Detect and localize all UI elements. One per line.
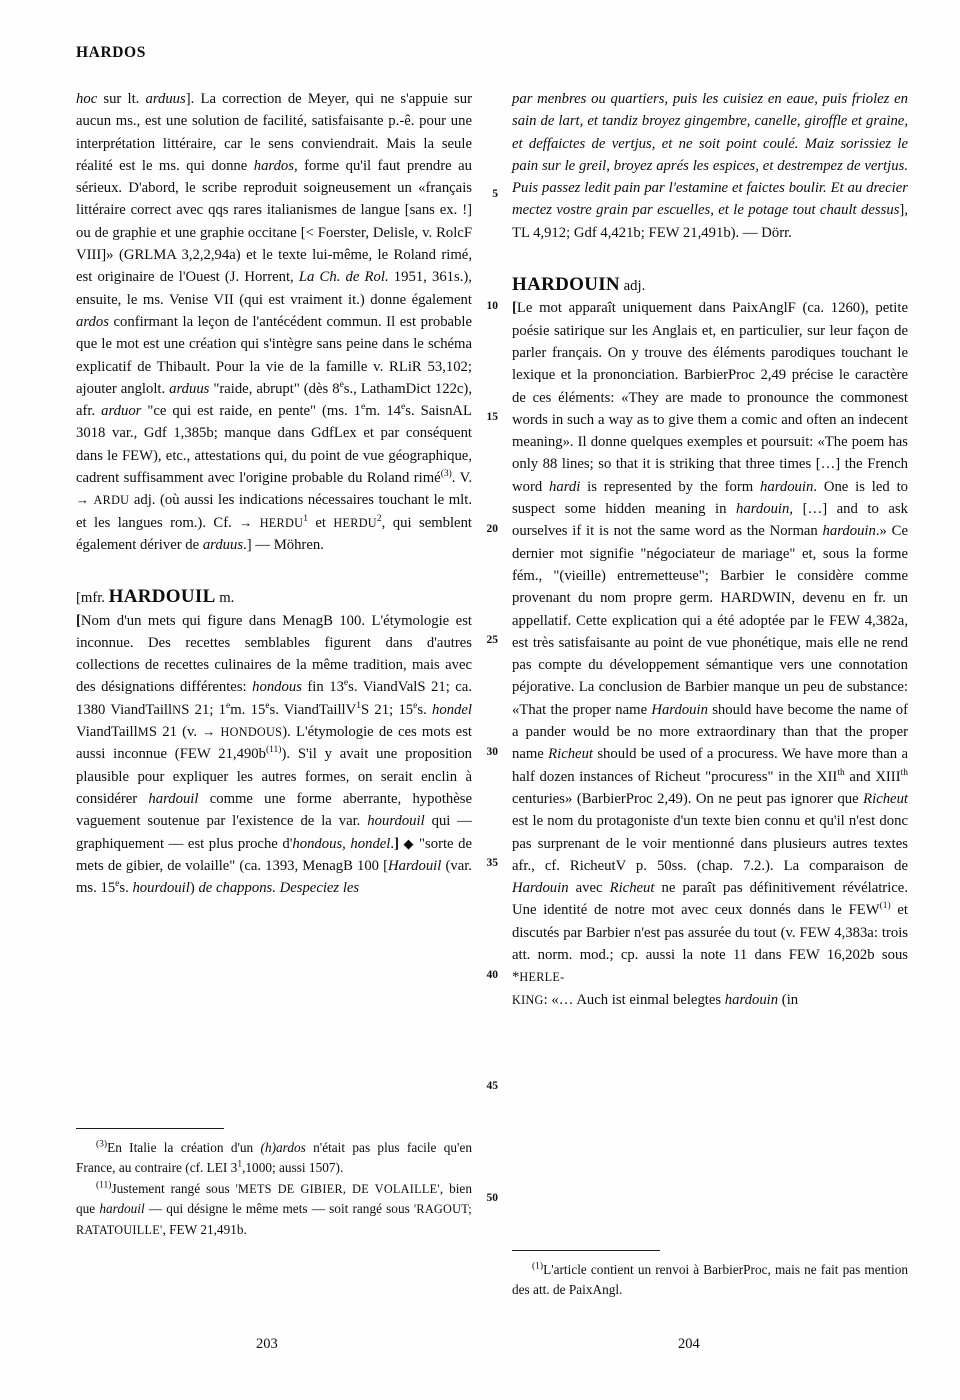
page-number-right: 204 bbox=[678, 1336, 700, 1352]
running-head: HARDOS bbox=[76, 44, 146, 61]
article-keyword: HARDOUIN bbox=[512, 274, 620, 296]
footnote-marker: (1) bbox=[532, 1261, 544, 1272]
line-number: 40 bbox=[486, 969, 498, 981]
footnote-item: $^{(1)}$L'article contient un renvoi à BarbierProc, mais ne fait pas mention des att. de PaixAngl. bbox=[512, 1261, 908, 1298]
left-column bbox=[76, 88, 472, 899]
article-hardos-continuation: hoc sur lt. arduus]. La correction de Meyer, qui ne s'appuie sur aucun ms., est une solution de facilité, satisfaisante p.-ê. pour une interprétation littéraire, car le sens conviendrait. Mais la seule réalité est le ms. qui donne hardos, forme qu'il faut prendre au sérieux. D'abord, le scribe reproduit soigneusement un «français littéraire correct avec qqs rares italianismes de langue [sans ex. !] ou de graphie et une graphie occitane [< Foerster, Delisle, v. RolcF VIII]» (GRLMA 3,2,2,94a) et le texte lui-même, le Roland rimé, est originaire de l'Ouest (J. Horrent, La Ch. de Rol. 1951, 361s.), ensuite, le ms. Venise VII (qui est vraiment it.) donne également ardos confirmant la leçon de l'antécédent commun. Il est probable que le mot est une création qui s'intègre sans peine dans le schéma explicatif de Thibault. Pour la vie de la famille v. RLiR 53,102; ajouter anglolt. arduus "raide, abrupt" (dès 8es., LathamDict 122c), afr. arduor "ce qui est raide, en pente" (ms. 1em. 14es. SaisnAL 3018 var., Gdf 1,385b; manque dans GdfLex et par conséquent dans le FEW), etc., attestations qui, du point de vue géographique, cadrent suffisamment avec l'origine probable du Roland rimé$^{(3)}$. V. → ARDU adj. (où aussi les indications nécessaires touchant le mlt. et les langues rom.). Cf. → HERDU$^1$ et HERDU$^2$, qui semblent également dériver de arduus.] — Möhren. bbox=[76, 91, 473, 553]
article-heading-hardouin bbox=[512, 274, 908, 297]
footnote-rule bbox=[512, 1250, 660, 1251]
sense-diamond-icon: ◆ bbox=[403, 835, 415, 851]
line-number: 5 bbox=[492, 188, 498, 200]
right-column-footnotes bbox=[512, 1250, 908, 1301]
article-hardouil-quote-continuation: par menbres ou quartiers, puis les cuisiez en eaue, puis friolez en sain de lart, et tandiz broyez gingembre, canelle, giroffle et graine, et deffaictes de vertjus, et ne soit point coulé. Maiz sorissiez le pain sur le greil, broyez aprés les espices, et destrempez de vertjus. Puis passez ledit pain par l'estamine et faictes boulir. Et au drecier mectez vostre grain par escuelles, et le potage tout chault dessus], TL 4,912; Gdf 4,421b; FEW 21,491b). — Dörr. bbox=[512, 91, 908, 241]
article-keyword: HARDOUIL bbox=[108, 586, 216, 608]
right-column bbox=[512, 88, 908, 1011]
line-number: 20 bbox=[486, 523, 498, 535]
article-gap bbox=[512, 244, 908, 274]
footnote-marker: (11) bbox=[96, 1180, 112, 1191]
line-number: 10 bbox=[486, 300, 498, 312]
line-number: 15 bbox=[486, 411, 498, 423]
footnote-rule bbox=[76, 1128, 224, 1129]
article-pos: m. bbox=[215, 590, 235, 607]
article-body-hardouin: [Le mot apparaît uniquement dans PaixAnglF (ca. 1260), petite poésie satirique sur les Anglais et, en particulier, sur leur façon de parler français. On y trouve des éléments parodiques touchant le lexique et la prononciation. BarbierProc 2,49 précise le caractère de ces éléments: «They are made to pronounce the commonest words in such a way as to give them a comic and often an indecent meaning». Il donne quelques exemples et poursuit: «The poem has only 88 lines; so that it is striking that three times […] the French word hardi is represented by the form hardouin. One is led to suspect some hidden meaning in hardouin, […] and to ask ourselves if it is not the same word as the Norman hardouin.» Ce dernier mot signifie "négociateur de mariage" et, sous la forme fém., "(vieille) entremetteuse"; Barbier le considère comme provenant du nom propre germ. HARDWIN, devenu en fr. un appellatif. Cette explication qui a été adoptée par le FEW 4,382a, est très satisfaisante au point de vue phonétique, mais elle ne rend pas compte du développement sémantique vers une connotation péjorative. La conclusion de Barbier manque un peu de substance: «That the proper name Hardouin should have become the name of a pander would be no more extraordinary than that the proper name Richeut should be used of a procuress. We have more than a half dozen instances of Richeut "procuress" in the XIIth and XIIIth centuries» (BarbierProc 2,49). On ne peut pas ignorer que Richeut est le nom du protagoniste d'un texte bien connu et qu'il n'est donc pas surprenant de le voir mentionné dans plusieurs autres textes afr., cf. RicheutV p. 50ss. (chap. 7.2.). La comparaison de Hardouin avec Richeut ne paraît pas définitivement révélatrice. Une identité de notre mot avec ceux donnés dans le FEW$^{(1)}$ et discutés par Barbier n'est pas assurée du tout (v. FEW 4,383a: trois att. norm. mod.; cp. aussi la note 11 dans FEW 16,202b sous *HERLE- KING: «… Auch ist einmal belegtes hardouin (in bbox=[512, 300, 908, 1008]
footnote-item: $^{(11)}$Justement rangé sous 'METS DE GIBIER, DE VOLAILLE', bien que hardouil — qui désigne le même mets — soit rangé sous 'RAGOUT; RATATOUILLE', FEW 21,491b. bbox=[76, 1180, 472, 1237]
line-number: 50 bbox=[486, 1192, 498, 1204]
article-heading-hardouil bbox=[76, 586, 472, 609]
article-body-hardouil: [Nom d'un mets qui figure dans MenagB 100. L'étymologie est inconnue. Des recettes semblables figurent dans d'autres collections de recettes culinaires de la même tradition, mais avec des désignations différentes: hondous fin 13es. ViandValS 21; ca. 1380 ViandTaillNS 21; 1em. 15es. ViandTaillV$^1$S 21; 15es. hondel ViandTaillMS 21 (v. → HONDOUS). L'étymologie de ces mots est aussi inconnue (FEW $21,490b^{(11)}$). S'il y avait une proposition plausible pour expliquer les autres formes, on serait enclin à considérer hardouil comme une forme aberrante, hypothèse vaguement soutenue par l'existence de la var. hourdouil qui — graphiquement — est plus proche d'hondous, hondel.] ◆ "sorte de mets de gibier, de volaille" (ca. 1393, MenagB 100 [Hardouil (var. ms. 15es. hourdouil) de chappons. Despeciez les bbox=[76, 612, 473, 897]
article-pos: adj. bbox=[619, 278, 646, 295]
line-number: 35 bbox=[486, 857, 498, 869]
page-number-left: 203 bbox=[256, 1336, 278, 1352]
footnote-marker: (3) bbox=[96, 1139, 108, 1150]
footnote-item: $^{(3)}$En Italie la création d'un (h)ardos n'était pas plus facile qu'en France, au contraire (cf. LEI $3^1,1000$; aussi 1507). bbox=[76, 1139, 472, 1176]
left-column-footnotes bbox=[76, 1128, 472, 1240]
line-number: 45 bbox=[486, 1080, 498, 1092]
article-gap bbox=[76, 556, 472, 586]
line-number: 30 bbox=[486, 746, 498, 758]
line-number: 25 bbox=[486, 634, 498, 646]
article-bracket-pre: [mfr. bbox=[76, 590, 109, 607]
